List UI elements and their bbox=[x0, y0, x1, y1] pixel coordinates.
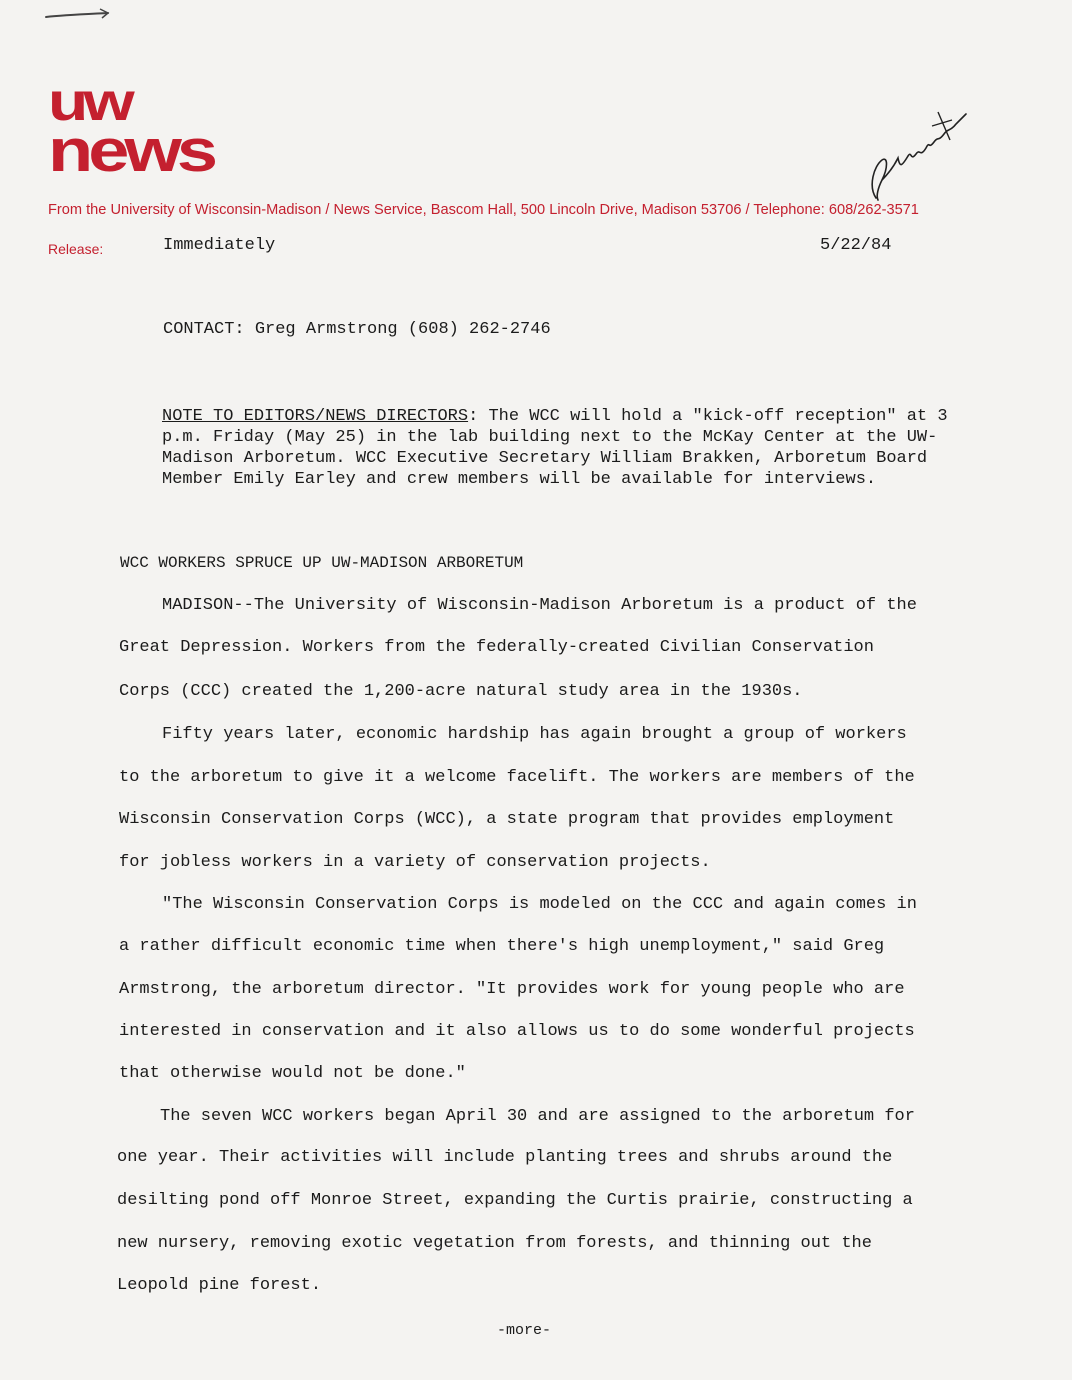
body-line: Leopold pine forest. bbox=[117, 1276, 322, 1295]
body-line: one year. Their activities will include planting trees and shrubs around the bbox=[117, 1148, 893, 1167]
body-line: Wisconsin Conservation Corps (WCC), a state program that provides employment bbox=[119, 810, 895, 829]
body-line: for jobless workers in a variety of conservation projects. bbox=[119, 853, 711, 872]
release-value: Immediately bbox=[163, 236, 276, 255]
handwritten-signature bbox=[862, 102, 972, 212]
masthead-address: From the University of Wisconsin-Madison / News Service, Bascom Hall, 500 Lincoln Drive, Madison 53706 / Telephone: 608/262-3571 bbox=[48, 202, 919, 218]
body-line: a rather difficult economic time when there's high unemployment," said Greg bbox=[119, 937, 885, 956]
note-to-editors bbox=[162, 406, 962, 490]
body-line: The seven WCC workers began April 30 and are assigned to the arboretum for bbox=[160, 1107, 915, 1126]
body-line: new nursery, removing exotic vegetation from forests, and thinning out the bbox=[117, 1234, 872, 1253]
release-date: 5/22/84 bbox=[820, 236, 892, 255]
note-label: NOTE TO EDITORS/NEWS DIRECTORS bbox=[162, 407, 469, 426]
logo-uw: uw bbox=[48, 70, 130, 132]
pencil-mark bbox=[44, 6, 114, 22]
body-line: interested in conservation and it also allows us to do some wonderful projects bbox=[119, 1022, 915, 1041]
body-line: Fifty years later, economic hardship has again brought a group of workers bbox=[162, 725, 907, 744]
body-line: Armstrong, the arboretum director. "It provides work for young people who are bbox=[119, 980, 905, 999]
release-label: Release: bbox=[48, 241, 104, 257]
note-text: : The WCC will hold a "kick-off reception" at 3 p.m. Friday (May 25) in the lab building next to the McKay Center at the UW-Madison Arboretum. WCC Executive Secretary William Brakken, Arboretum Board Member Emily Earley and crew members will be available for interviews. bbox=[162, 407, 948, 489]
logo-news: news bbox=[48, 115, 214, 184]
body-line: "The Wisconsin Conservation Corps is modeled on the CCC and again comes in bbox=[162, 895, 917, 914]
body-line: that otherwise would not be done." bbox=[119, 1064, 466, 1083]
uw-news-logo bbox=[48, 70, 214, 194]
body-line: MADISON--The University of Wisconsin-Madison Arboretum is a product of the bbox=[162, 596, 917, 615]
body-line: Great Depression. Workers from the federally-created Civilian Conservation bbox=[119, 638, 874, 657]
headline: WCC WORKERS SPRUCE UP UW-MADISON ARBORETUM bbox=[120, 554, 524, 572]
contact-line: CONTACT: Greg Armstrong (608) 262-2746 bbox=[163, 320, 551, 339]
body-line: Corps (CCC) created the 1,200-acre natural study area in the 1930s. bbox=[119, 682, 803, 701]
body-line: to the arboretum to give it a welcome facelift. The workers are members of the bbox=[119, 768, 915, 787]
more-indicator: -more- bbox=[497, 1322, 552, 1339]
body-line: desilting pond off Monroe Street, expanding the Curtis prairie, constructing a bbox=[117, 1191, 913, 1210]
